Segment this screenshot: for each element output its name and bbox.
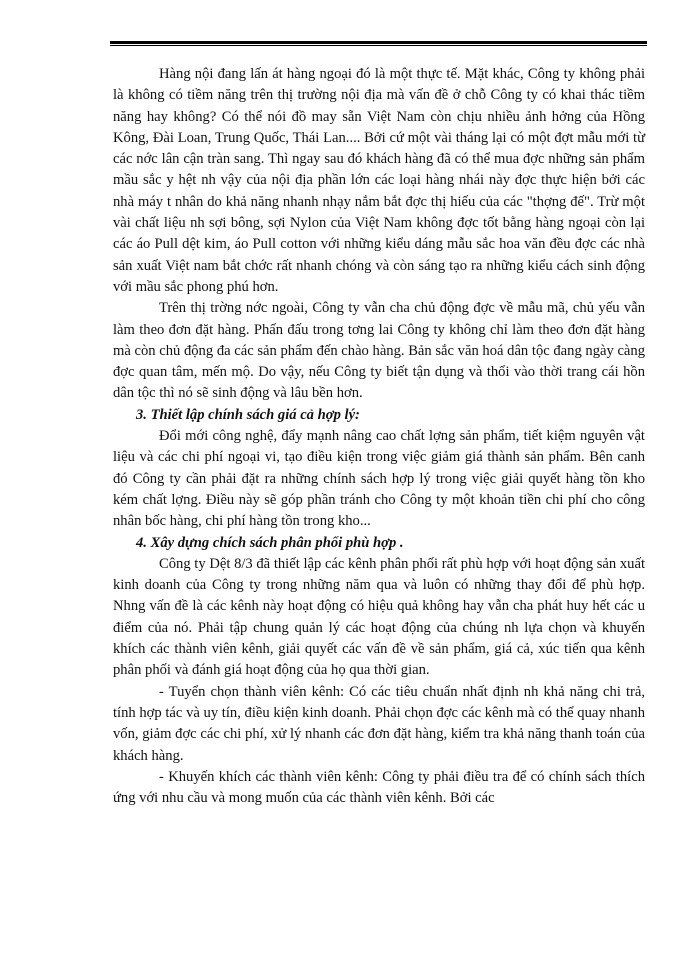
paragraph: Trên thị trờng nớc ngoài, Công ty vẫn cha chủ động đợc về mẫu mã, chủ yếu vẫn làm theo đơn đặt hàng. Phấn đấu trong tơng lai Công ty không chỉ làm theo đơn đặt hàng mà còn chủ động đa các sản phẩm đến chào hàng. Bản sắc văn hoá dân tộc đang ngày càng đợc quan tâm, mến mộ. Do vậy, nếu Công ty biết tận dụng và thổi vào thời trang cái hồn dân tộc thì nó sẽ sinh động và lâu bền hơn.	[113, 300, 645, 402]
section-heading: 4. Xây dựng chích sách phân phối phù hợp .	[136, 534, 404, 551]
bullet-paragraph: - Tuyển chọn thành viên kênh: Có các tiêu chuẩn nhất định nh khả năng chi trả, tính hợp tác và uy tín, điều kiện kinh doanh. Phải chọn đợc các kênh mà có thể quay nhanh vốn, giảm đợc các chi phí, xử lý nhanh các đơn đặt hàng, kiểm tra khả năng thanh toán của khách hàng.	[113, 683, 645, 764]
bullet-paragraph: - Khuyến khích các thành viên kênh: Công ty phải điều tra để có chính sách thích ứng với nhu cầu và mong muốn của các thành viên kênh. Bởi các	[113, 768, 645, 807]
section-heading: 3. Thiết lập chính sách giá cả hợp lý:	[136, 406, 360, 423]
header-rule	[110, 41, 647, 46]
paragraph: Hàng nội đang lấn át hàng ngoại đó là một thực tế. Mặt khác, Công ty không phải là không có tiềm năng trên thị trường nội địa mà vấn đề ở chỗ Công ty có khai thác tiềm năng hay không? Có thể nói đồ may sẵn Việt Nam còn chịu nhiều ảnh hởng của Hồng Kông, Đài Loan, Trung Quốc, Thái Lan.... Bởi cứ một vài tháng lại có một đợt mẫu mới từ các nớc lân cận tràn sang. Thì ngay sau đó khách hàng đã có thể mua đợc những sản phẩm mầu sắc y hệt nh vậy của nội địa phần lớn các loại hàng nhái này đợc thực hiện bởi các nhà máy t nhân do khả năng nhanh nhạy nắm bắt đợc thị hiếu của các "thợng đế". Trừ một vài chất liệu nh sợi bông, sợi Nylon của Việt Nam không đợc tốt bằng hàng ngoại còn lại các áo Pull dệt kim, áo Pull cotton với những kiểu dáng mẫu sắc hoa văn đều đợc các nhà sản xuất Việt nam bắt chớc rất nhanh chóng và còn sáng tạo ra những kiểu cách sinh động với mầu sắc phong phú hơn.	[113, 66, 645, 295]
body-text	[113, 64, 645, 809]
paragraph: Công ty Dệt 8/3 đã thiết lập các kênh phân phối rất phù hợp với hoạt động sản xuất kinh doanh của Công ty trong những năm qua và luôn có những thay đổi để phù hợp. Nhng vấn đề là các kênh này hoạt động có hiệu quả không hay vẫn cha phát huy hết các u điểm của nó. Phải tập chung quản lý các hoạt động của chúng nh lựa chọn và khuyến khích các thành viên kênh, giải quyết các vấn đề về sản phẩm, giá cả, xúc tiến qua kênh phân phối và đánh giá hoạt động của họ qua thời gian.	[113, 555, 645, 679]
paragraph: Đổi mới công nghệ, đẩy mạnh nâng cao chất lợng sản phẩm, tiết kiệm nguyên vật liệu và các chi phí ngoại vi, tạo điều kiện trong việc giảm giá thành sản phẩm. Bên canh đó Công ty cần phải đặt ra những chính sách hợp lý trong việc giải quyết hàng tồn kho kém chất lợng. Điều này sẽ góp phần tránh cho Công ty một khoản tiền chi phí cho công nhân bốc hàng, chi phí hàng tồn trong kho...	[113, 428, 645, 530]
